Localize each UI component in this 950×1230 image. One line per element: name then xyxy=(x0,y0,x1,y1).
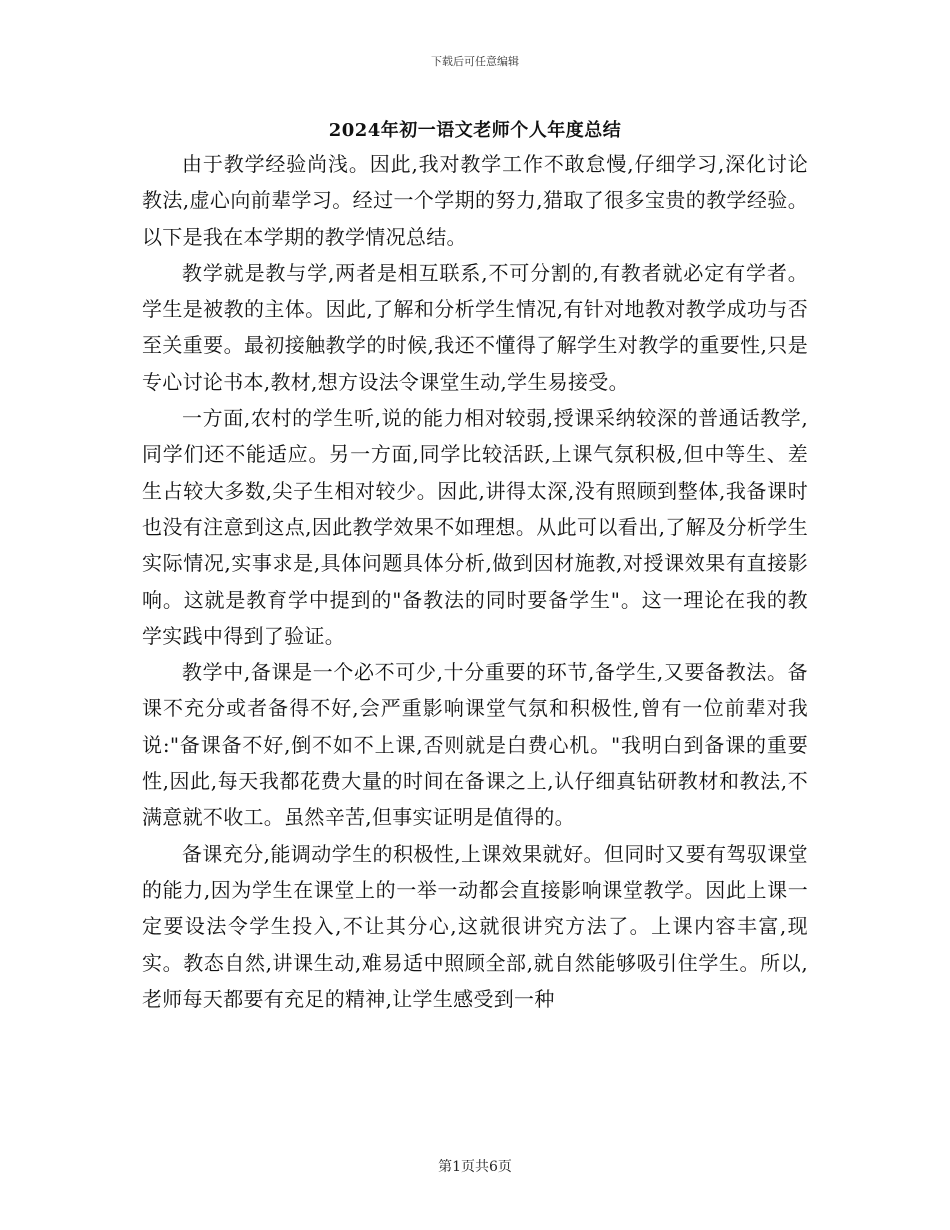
document-body xyxy=(142,146,808,1017)
document-title: 2024年初一语文老师个人年度总结 xyxy=(328,120,622,141)
header-note: 下载后可任意编辑 xyxy=(431,55,519,68)
paragraph: 一方面,农村的学生听,说的能力相对较弱,授课采纳较深的普通话教学,同学们还不能适应。另一方面,同学比较活跃,上课气氛积极,但中等生、差生占较大多数,尖子生相对较少。因此,讲得太深,没有照顾到整体,我备课时也没有注意到这点,因此教学效果不如理想。从此可以看出,了解及分析学生实际情况,实事求是,具体问题具体分析,做到因材施教,对授课效果有直接影响。这就是教育学中提到的"备教法的同时要备学生"。这一理论在我的教学实践中得到了验证。 xyxy=(142,406,808,648)
page-number-footer: 第1页共6页 xyxy=(438,1159,512,1175)
paragraph: 由于教学经验尚浅。因此,我对教学工作不敢怠慢,仔细学习,深化讨论教法,虚心向前辈学习。经过一个学期的努力,猎取了很多宝贵的教学经验。以下是我在本学期的教学情况总结。 xyxy=(142,152,808,249)
paragraph: 教学中,备课是一个必不可少,十分重要的环节,备学生,又要备教法。备课不充分或者备得不好,会严重影响课堂气氛和积极性,曾有一位前辈对我说:"备课备不好,倒不如不上课,否则就是白费心机。"我明白到备课的重要性,因此,每天我都花费大量的时间在备课之上,认仔细真钻研教材和教法,不满意就不收工。虽然辛苦,但事实证明是值得的。 xyxy=(142,660,808,830)
paragraph: 备课充分,能调动学生的积极性,上课效果就好。但同时又要有驾驭课堂的能力,因为学生在课堂上的一举一动都会直接影响课堂教学。因此上课一定要设法令学生投入,不让其分心,这就很讲究方法了。上课内容丰富,现实。教态自然,讲课生动,难易适中照顾全部,就自然能够吸引住学生。所以,老师每天都要有充足的精神,让学生感受到一种 xyxy=(142,841,808,1011)
paragraph: 教学就是教与学,两者是相互联系,不可分割的,有教者就必定有学者。学生是被教的主体。因此,了解和分析学生情况,有针对地教对教学成功与否至关重要。最初接触教学的时候,我还不懂得了解学生对教学的重要性,只是专心讨论书本,教材,想方设法令课堂生动,学生易接受。 xyxy=(142,260,808,394)
